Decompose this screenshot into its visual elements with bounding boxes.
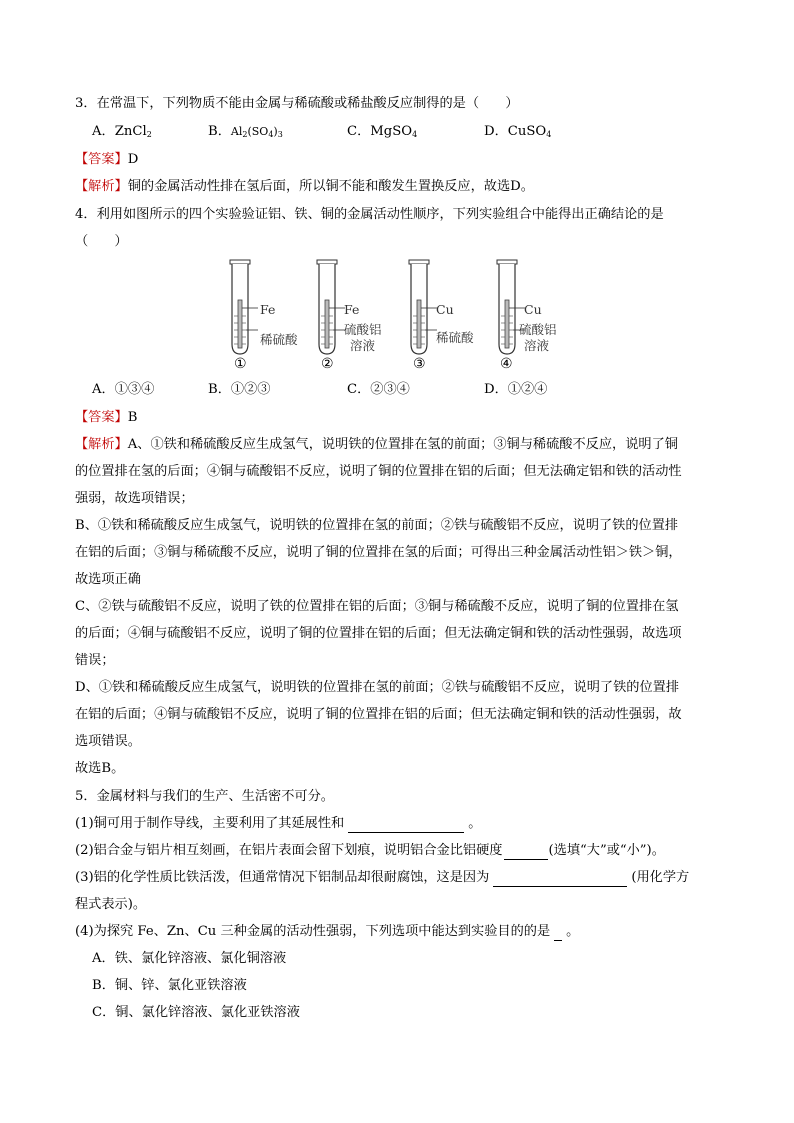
q3-option-a: A．ZnCl$_2$	[92, 124, 152, 139]
q5-part2: (2)铝合金与铝片相互刻画，在铝片表面会留下划痕，说明铝合金比铝硬度 (选填“大”或“小”)。	[75, 843, 665, 858]
q5-option-b: B．铜、锌、氯化亚铁溶液	[92, 978, 247, 993]
q4-stem-line2: （ ）	[75, 234, 128, 249]
q4-analysis-line: 【解析】A、①铁和稀硫酸反应生成氢气，说明铁的位置排在氢的前面；③铜与稀硫酸不反应，说明了铜	[75, 437, 678, 452]
q4-analysis-line: 选项错误。	[75, 734, 141, 749]
test-tube-3	[409, 260, 437, 354]
tube2-solution-label-2: 溶液	[350, 338, 376, 353]
q4-option-a: A．①③④	[92, 382, 155, 397]
q3-option-d: D．CuSO$_4$	[484, 124, 552, 139]
test-tube-2	[317, 260, 345, 354]
q5-part3: (3)铝的化学性质比铁活泼，但通常情况下铝制品却很耐腐蚀，这是因为 (用化学方	[75, 870, 690, 885]
q3-answer: 【答案】D	[75, 152, 139, 167]
test-tube-1	[230, 260, 258, 354]
q4-analysis-line: 在铝的后面；③铜与稀硫酸不反应，说明了铜的位置排在氢的后面；可得出三种金属活动性铝＞铁＞铜，	[75, 545, 682, 560]
test-tube-4	[497, 260, 525, 354]
q3-option-b: B．$Al_2(SO_4)_3$	[208, 124, 283, 139]
tube2-metal-label: Fe	[344, 302, 360, 317]
q4-option-b: B．①②③	[208, 382, 271, 397]
q4-analysis-line: 的位置排在氢的后面；④铜与硫酸铝不反应，说明了铜的位置排在铝的后面；但无法确定铝和铁的活动性	[75, 464, 682, 479]
tube3-solution-label: 稀硫酸	[436, 330, 474, 345]
q4-analysis-line: 的后面；④铜与硫酸铝不反应，说明了铜的位置排在铝的后面；但无法确定铜和铁的活动性强弱，故选项	[75, 626, 682, 641]
q5-option-a: A．铁、氯化锌溶液、氯化铜溶液	[92, 951, 287, 966]
q4-analysis-line: 故选项正确	[75, 572, 141, 587]
q4-answer: 【答案】B	[75, 410, 138, 425]
q4-analysis-line: 强弱，故选项错误；	[75, 491, 194, 506]
q5-part1: (1)铜可用于制作导线，主要利用了其延展性和 。	[75, 816, 482, 831]
tube1-metal-label: Fe	[260, 302, 276, 317]
q3-option-c: C．MgSO$_4$	[347, 124, 418, 139]
q4-option-d: D．①②④	[484, 382, 548, 397]
q4-stem-line1: 4．利用如图所示的四个实验验证铝、铁、铜的金属活动性顺序，下列实验组合中能得出正确结论的是	[75, 207, 664, 222]
q4-analysis-line: 错误；	[75, 653, 115, 668]
tube3-number: ③	[413, 356, 426, 372]
q4-analysis-line: 在铝的后面；④铜与硫酸铝不反应，说明了铜的位置排在铝的后面；但无法确定铜和铁的活动性强弱，故	[75, 707, 682, 722]
tube4-solution-label: 硫酸铝	[519, 322, 557, 337]
q4-option-c: C．②③④	[347, 382, 410, 397]
tube4-metal-label: Cu	[524, 302, 542, 317]
tube4-number: ④	[500, 356, 513, 372]
q3-analysis: 【解析】铜的金属活动性排在氢后面，所以铜不能和酸发生置换反应，故选D。	[75, 179, 534, 194]
tube4-solution-label-2: 溶液	[524, 338, 550, 353]
q5-part2-blank[interactable]	[504, 845, 548, 860]
q4-conclusion: 故选B。	[75, 761, 125, 776]
tube2-solution-label: 硫酸铝	[344, 322, 382, 337]
q4-analysis-line: D、①铁和稀硫酸反应生成氢气，说明铁的位置排在氢的前面；②铁与硫酸铝不反应，说明了铁的位置排	[75, 680, 680, 695]
q5-part3-cont: 程式表示)。	[75, 897, 147, 912]
q5-part4: (4)为探究 Fe、Zn、Cu 三种金属的活动性强弱，下列选项中能达到实验目的的是 。	[75, 924, 580, 939]
tube2-number: ②	[321, 356, 334, 372]
q4-analysis-line: C、②铁与硫酸铝不反应，说明了铁的位置排在铝的后面；③铜与稀硫酸不反应，说明了铜的位置排在氢	[75, 599, 679, 614]
q5-part1-blank[interactable]	[348, 818, 464, 833]
q5-option-c: C．铜、氯化锌溶液、氯化亚铁溶液	[92, 1005, 300, 1020]
q3-stem: 3．在常温下，下列物质不能由金属与稀硫酸或稀盐酸反应制得的是（ ）	[75, 96, 519, 111]
tube1-number: ①	[234, 356, 247, 372]
q5-stem: 5．金属材料与我们的生产、生活密不可分。	[75, 789, 334, 804]
tube1-solution-label: 稀硫酸	[260, 332, 298, 347]
tube3-metal-label: Cu	[436, 302, 454, 317]
q4-analysis-line: B、①铁和稀硫酸反应生成氢气，说明铁的位置排在氢的前面；②铁与硫酸铝不反应，说明了铁的位置排	[75, 518, 679, 533]
q5-part4-blank[interactable]	[554, 926, 562, 941]
q5-part3-blank[interactable]	[493, 872, 627, 887]
